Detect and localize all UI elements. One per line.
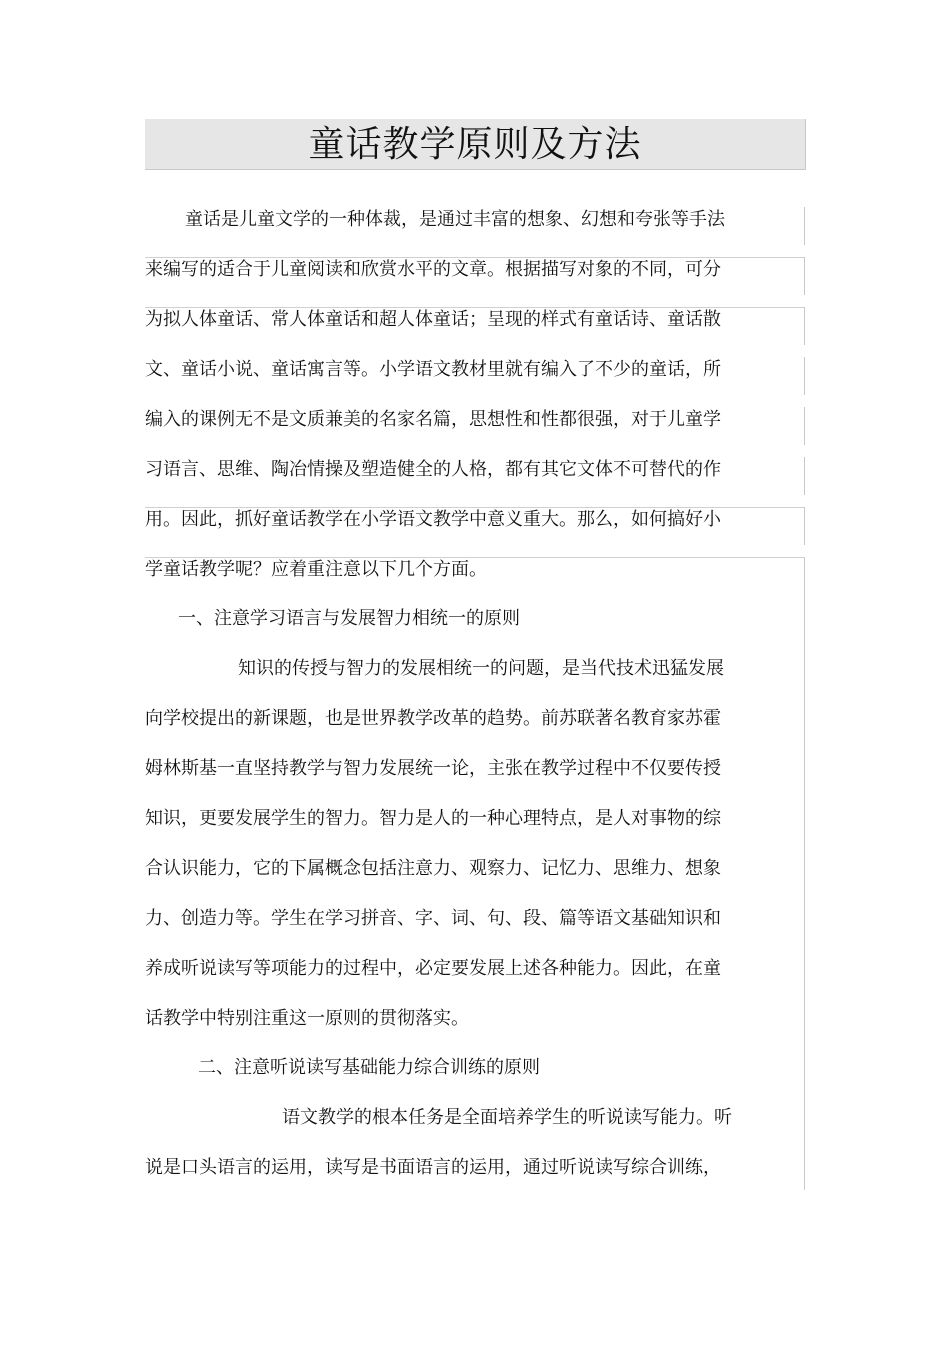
text-line: 来编写的适合于儿童阅读和欣赏水平的文章。根据描写对象的不同，可分 xyxy=(145,259,721,280)
text-line: 学童话教学呢？应着重注意以下几个方面。 xyxy=(145,559,487,580)
frame-divider xyxy=(145,507,805,508)
text-line: 知识，更要发展学生的智力。智力是人的一种心理特点，是人对事物的综 xyxy=(145,808,721,829)
document-title: 童话教学原则及方法 xyxy=(308,124,642,165)
text-line: 说是口头语言的运用，读写是书面语言的运用，通过听说读写综合训练， xyxy=(145,1157,721,1178)
frame-divider xyxy=(804,257,805,295)
frame-divider xyxy=(145,257,805,258)
text-line: 为拟人体童话、常人体童话和超人体童话；呈现的样式有童话诗、童话散 xyxy=(145,309,721,330)
frame-divider xyxy=(804,207,805,245)
text-line: 文、童话小说、童话寓言等。小学语文教材里就有编入了不少的童话，所 xyxy=(145,359,721,380)
text-line: 童话是儿童文学的一种体裁，是通过丰富的想象、幻想和夸张等手法 xyxy=(185,209,725,230)
text-line: 语文教学的根本任务是全面培养学生的听说读写能力。听 xyxy=(282,1107,732,1128)
frame-divider xyxy=(145,307,805,308)
text-line: 姆林斯基一直坚持教学与智力发展统一论，主张在教学过程中不仅要传授 xyxy=(145,758,721,779)
text-line: 力、创造力等。学生在学习拼音、字、词、句、段、篇等语文基础知识和 xyxy=(145,908,721,929)
text-line: 合认识能力，它的下属概念包括注意力、观察力、记忆力、思维力、想象 xyxy=(145,858,721,879)
text-line: 话教学中特别注重这一原则的贯彻落实。 xyxy=(145,1008,469,1029)
frame-divider xyxy=(804,457,805,495)
text-line: 用。因此，抓好童话教学在小学语文教学中意义重大。那么，如何搞好小 xyxy=(145,509,721,530)
frame-divider xyxy=(145,557,805,558)
frame-divider xyxy=(804,507,805,545)
text-line: 习语言、思维、陶冶情操及塑造健全的人格，都有其它文体不可替代的作 xyxy=(145,459,721,480)
section-heading: 一、注意学习语言与发展智力相统一的原则 xyxy=(178,608,520,629)
text-line: 向学校提出的新课题，也是世界教学改革的趋势。前苏联著名教育家苏霍 xyxy=(145,708,721,729)
frame-divider xyxy=(804,407,805,445)
frame-divider xyxy=(804,357,805,395)
frame-divider xyxy=(804,557,805,1190)
text-line: 养成听说读写等项能力的过程中，必定要发展上述各种能力。因此，在童 xyxy=(145,958,721,979)
text-line: 知识的传授与智力的发展相统一的问题，是当代技术迅猛发展 xyxy=(238,658,724,679)
section-heading: 二、注意听说读写基础能力综合训练的原则 xyxy=(198,1057,540,1078)
frame-divider xyxy=(804,307,805,345)
text-line: 编入的课例无不是文质兼美的名家名篇，思想性和性都很强，对于儿童学 xyxy=(145,409,721,430)
